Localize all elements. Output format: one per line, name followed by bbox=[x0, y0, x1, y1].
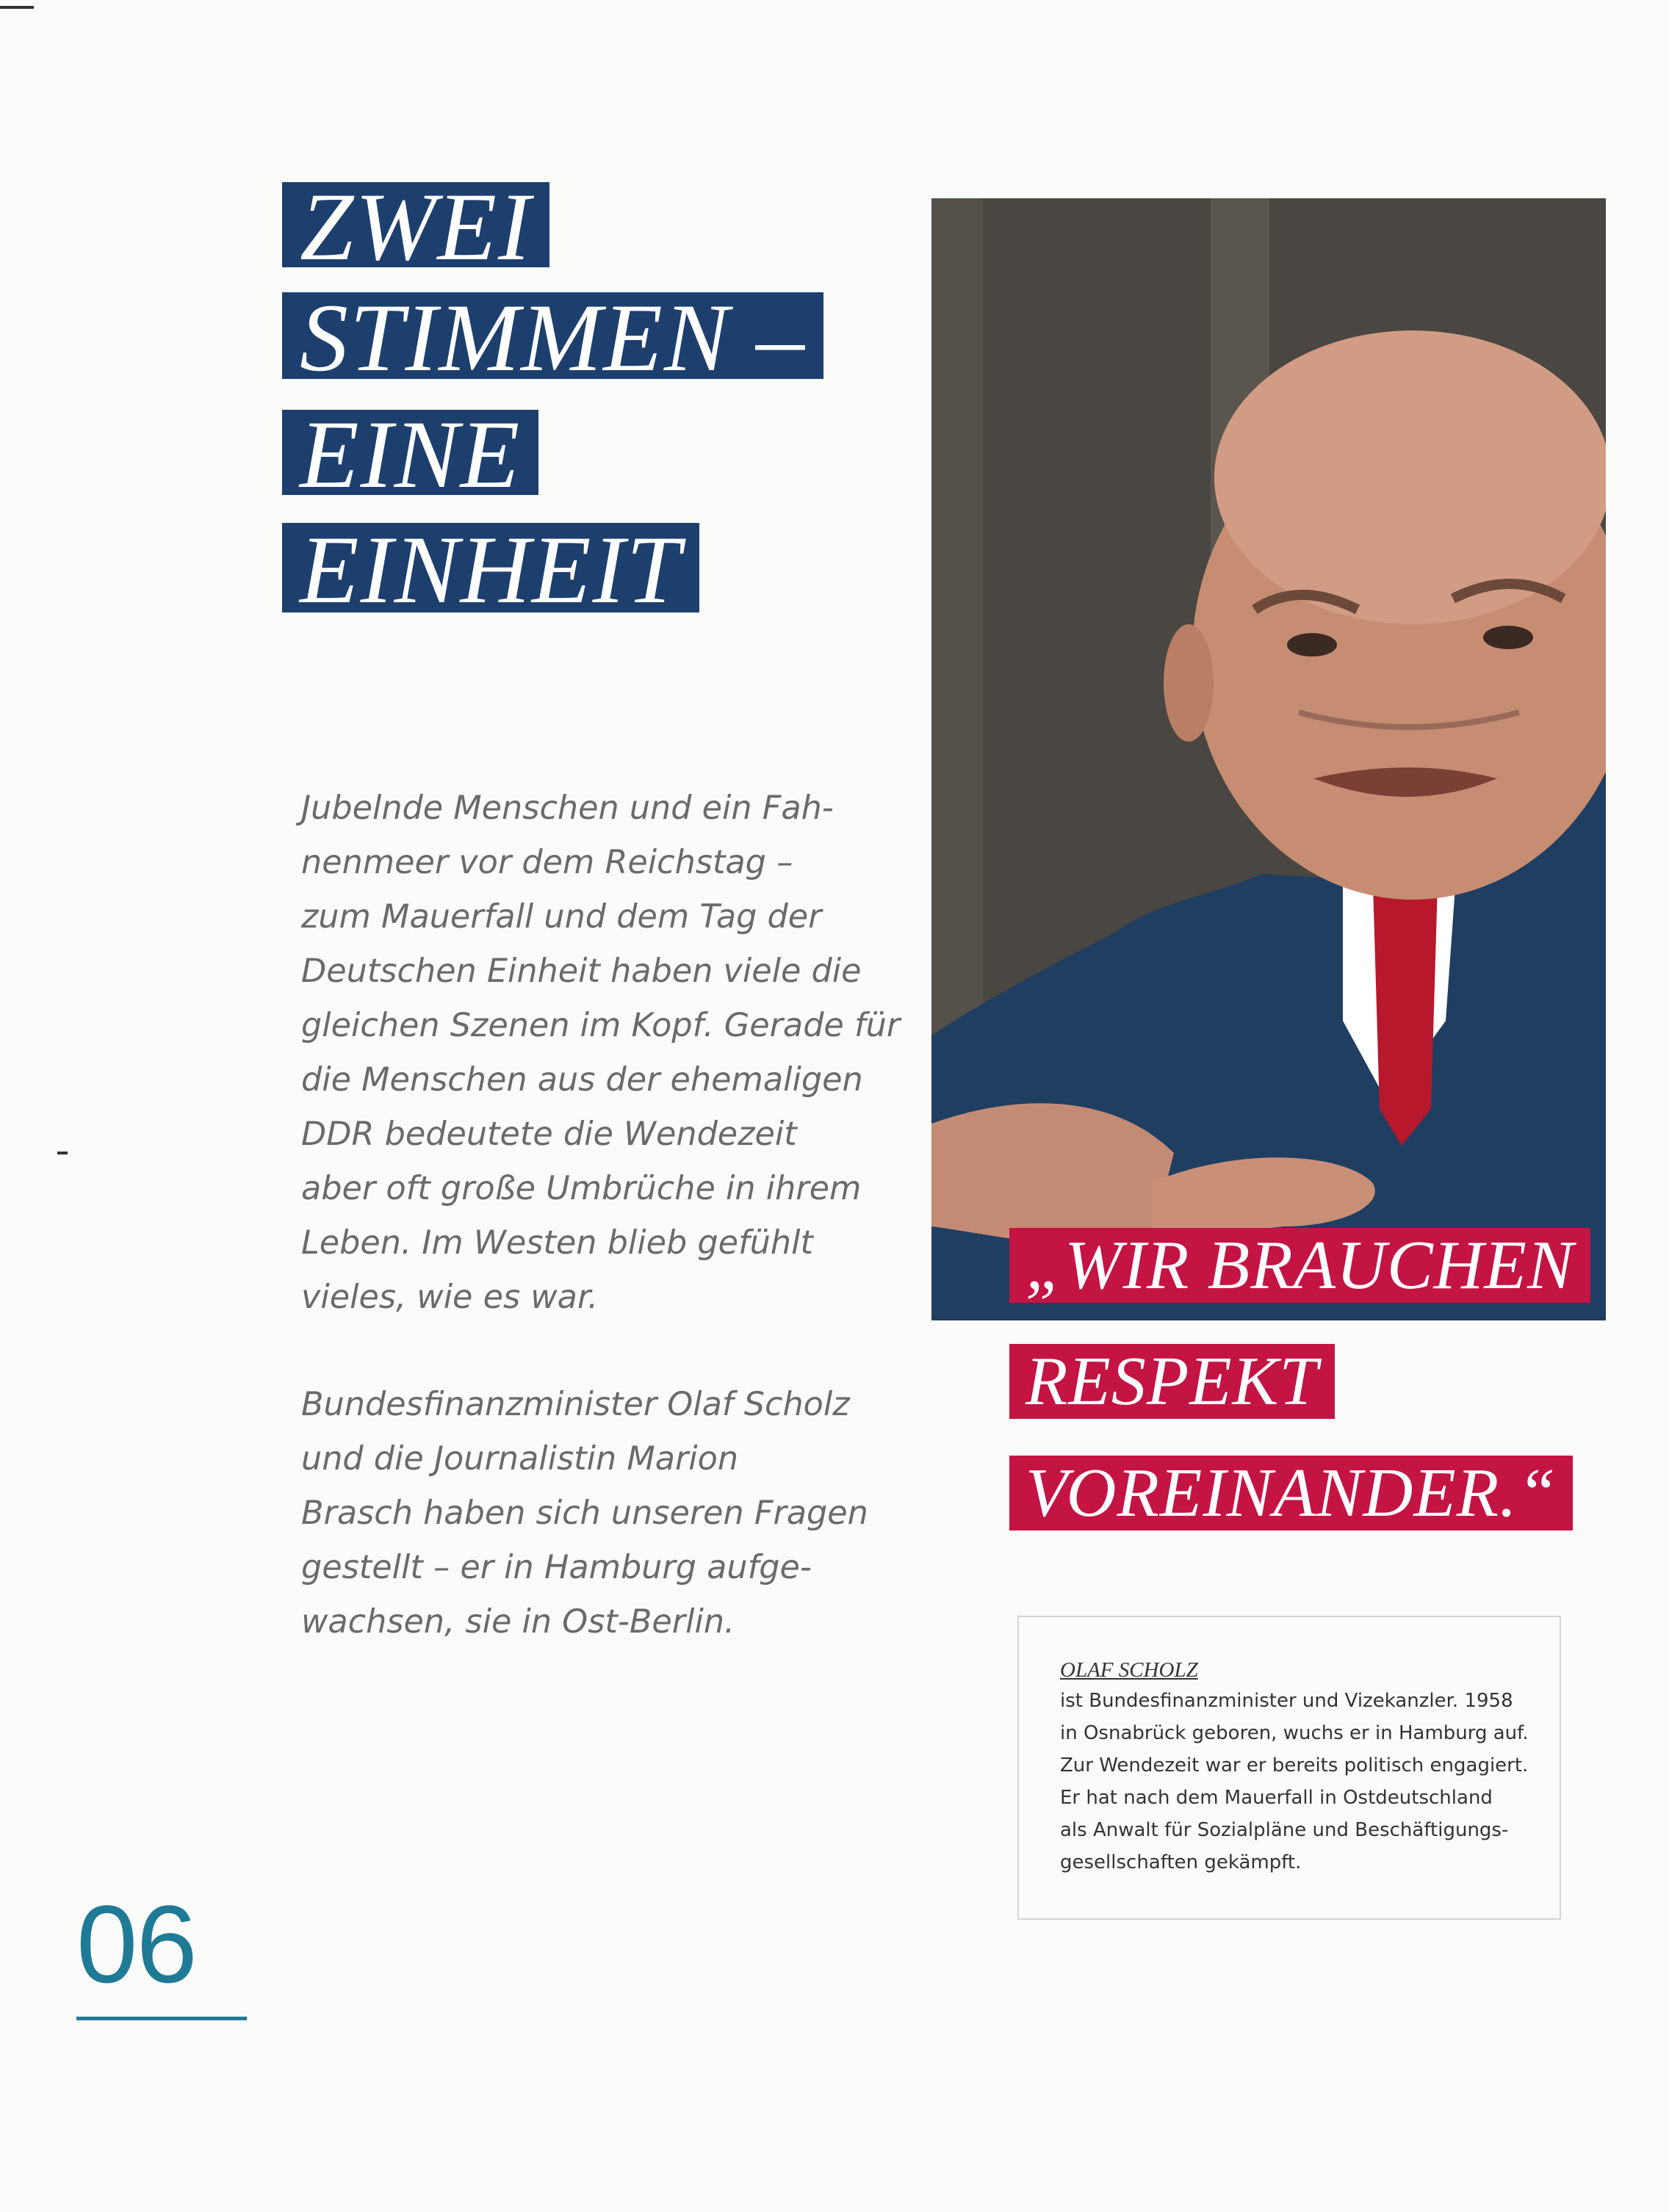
quote-line-1: „WIR BRAUCHEN bbox=[1009, 1228, 1590, 1303]
bio-name: OLAF SCHOLZ bbox=[1060, 1658, 1198, 1682]
bio-text: ist Bundesfinanzminister und Vizekanzler. 1958 in Osnabrück geboren, wuchs er in Hamburg auf. Zur Wendezeit war er bereits politisch engagiert. Er hat nach dem Mauerfall in Ostdeutschland als Anwalt für Sozialpläne und Beschäftigungs- gesellschaften gekämpft. bbox=[1060, 1690, 1529, 1873]
headline-line-4: EINHEIT bbox=[282, 523, 699, 612]
crop-mark bbox=[57, 1152, 68, 1154]
headline-line-2: STIMMEN – bbox=[282, 292, 823, 379]
crop-mark bbox=[0, 6, 34, 9]
quote-line-2: RESPEKT bbox=[1009, 1344, 1335, 1419]
intro-paragraph-2: Bundesfinanzminister Olaf Scholz und die Journalistin Marion Brasch haben sich unseren Fragen gestellt – er in Hamburg aufge- wachsen, sie in Ost-Berlin. bbox=[301, 1386, 868, 1641]
quote-line-3: VOREINANDER.“ bbox=[1009, 1456, 1573, 1530]
portrait-illustration bbox=[931, 198, 1606, 1320]
bio-box bbox=[1017, 1616, 1561, 1920]
page-number-rule bbox=[76, 2017, 247, 2020]
page-number: 06 bbox=[76, 1882, 196, 2006]
intro-paragraph-1: Jubelnde Menschen und ein Fah- nenmeer vor dem Reichstag – zum Mauerfall und dem Tag der Deutschen Einheit haben viele die gleichen Szenen im Kopf. Gerade für die Menschen aus der ehemaligen DDR bedeutete die Wendezeit aber oft große Umbrüche in ihrem Leben. Im Westen blieb gefühlt vieles, wie es war. bbox=[301, 789, 901, 1316]
headline-line-3: EINE bbox=[282, 410, 538, 495]
portrait-photo bbox=[931, 198, 1606, 1320]
headline-line-1: ZWEI bbox=[282, 182, 549, 267]
